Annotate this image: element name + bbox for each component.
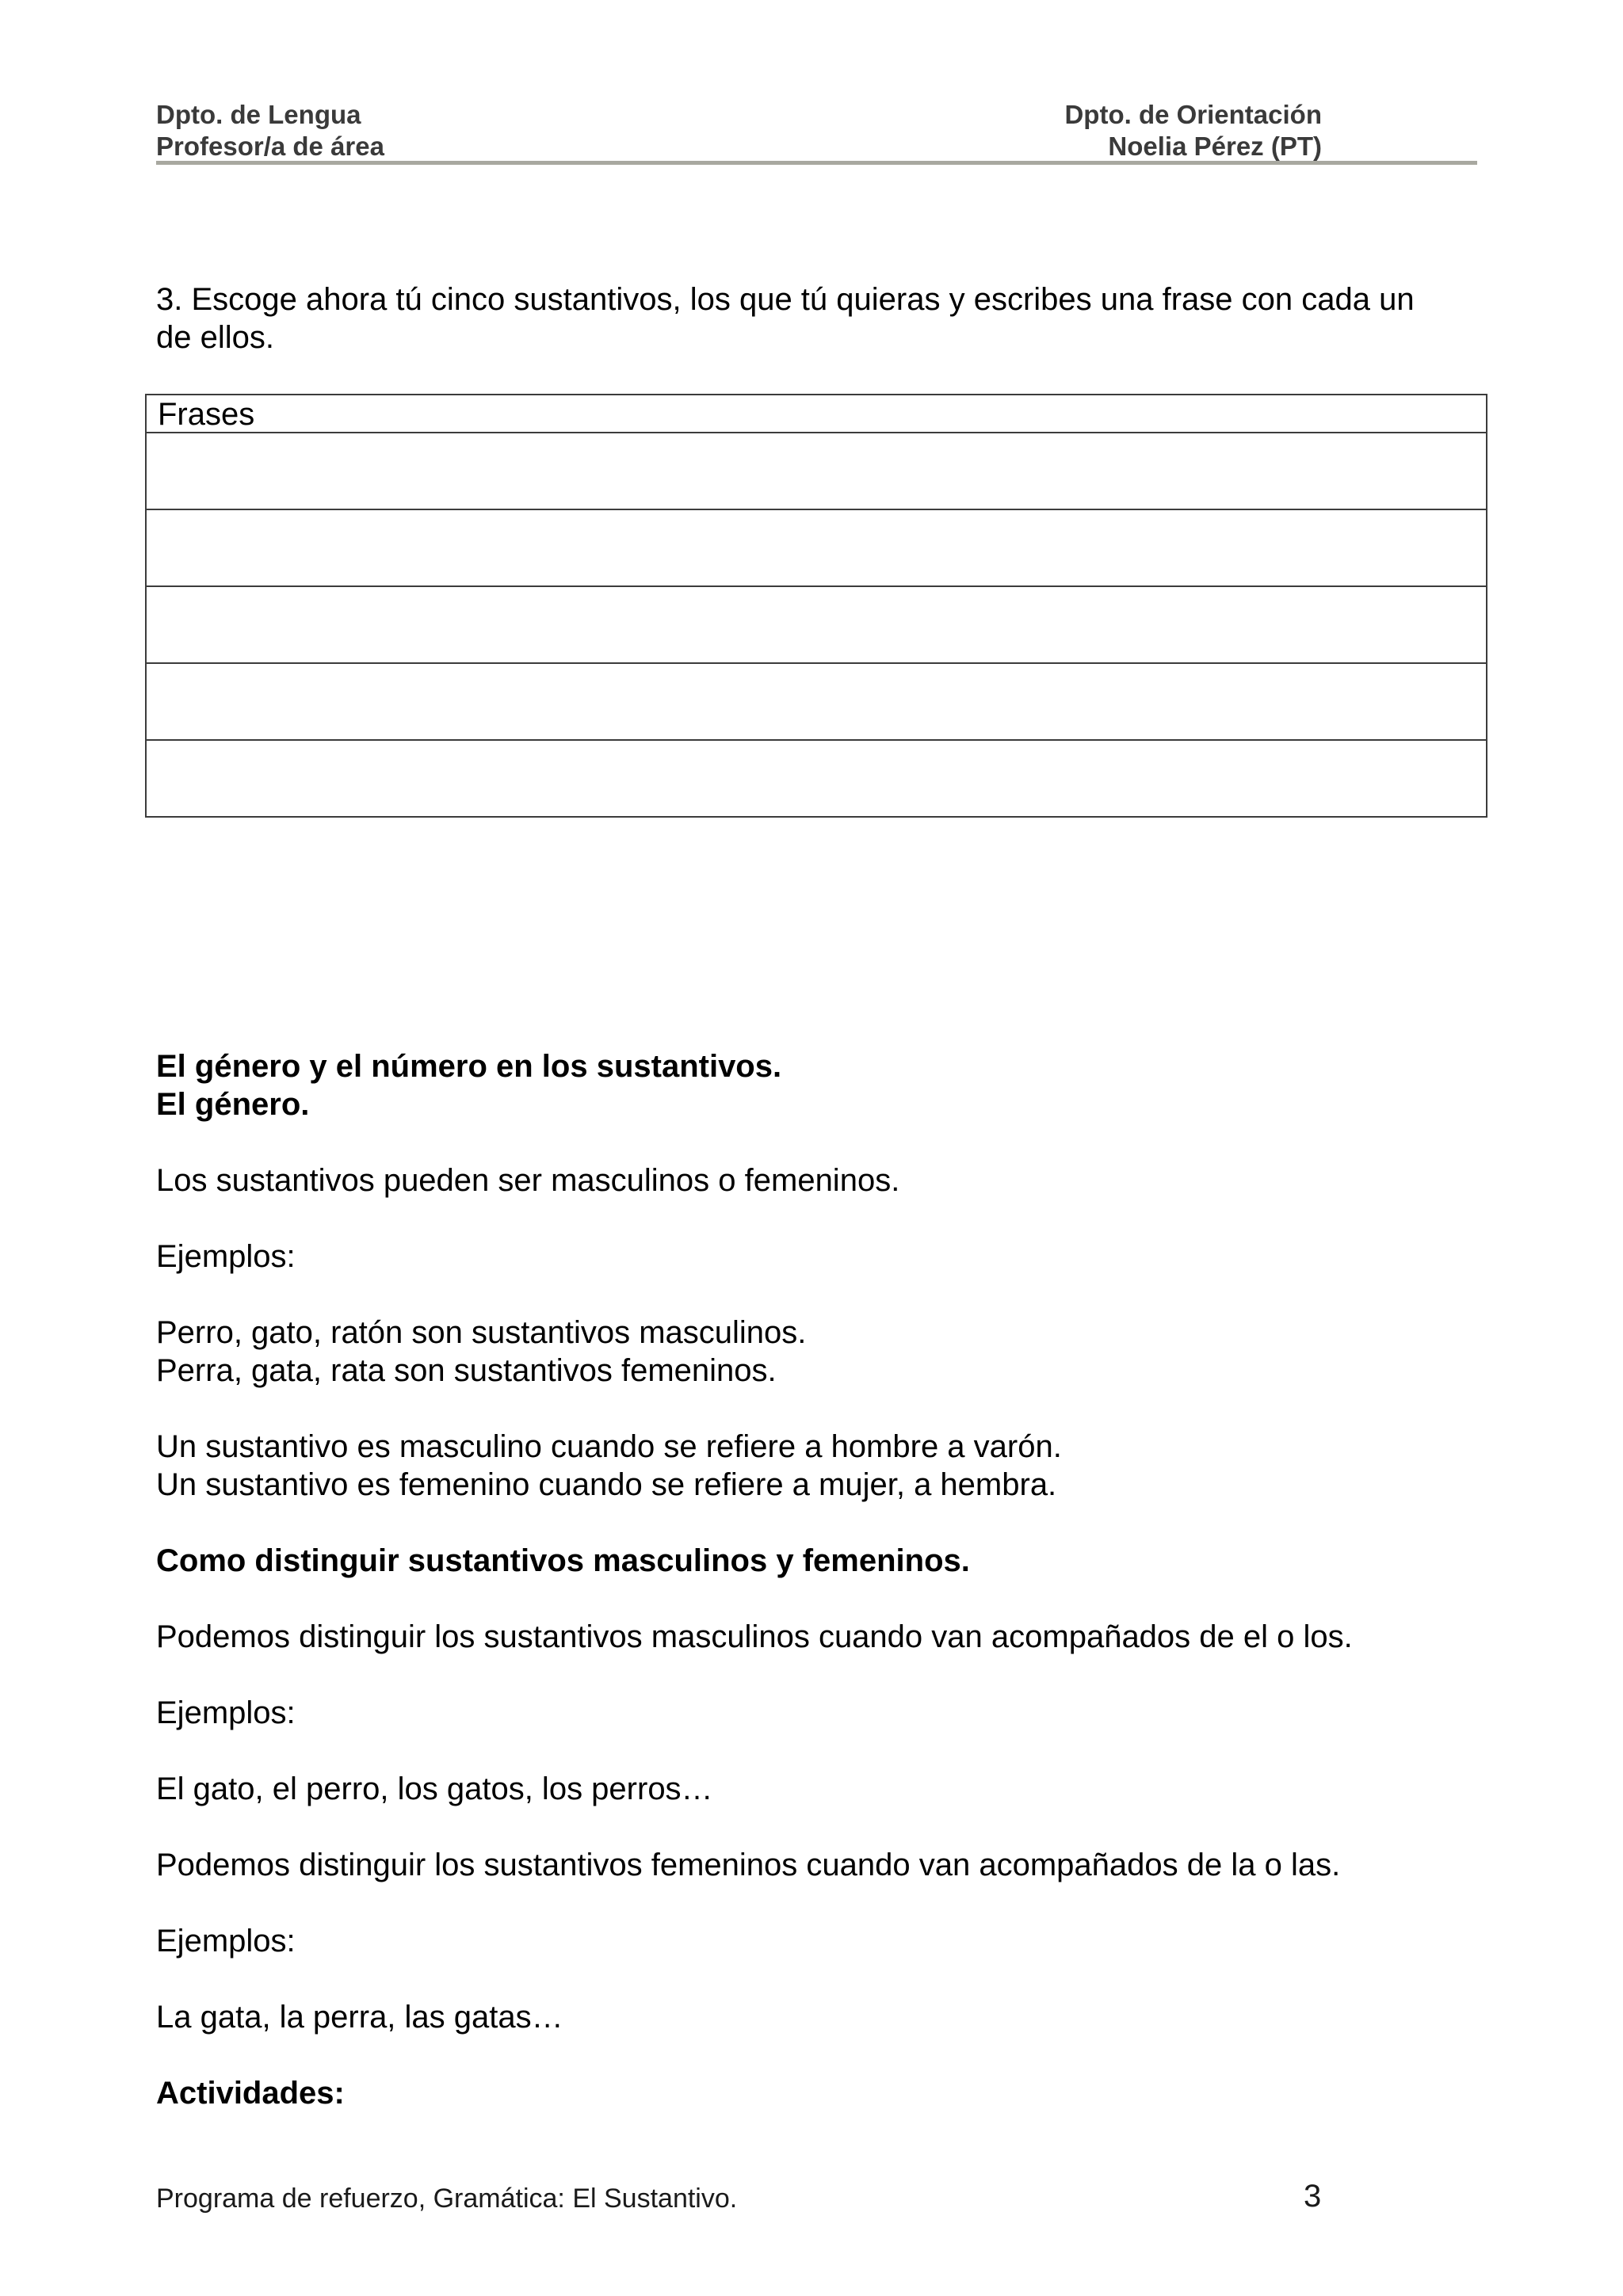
header-right [1064, 99, 1322, 162]
paragraph-intro: Los sustantivos pueden ser masculinos o femeninos. [156, 1163, 900, 1198]
table-row[interactable] [147, 741, 1486, 816]
examples-label: Ejemplos: [156, 1924, 296, 1958]
table-row[interactable] [147, 510, 1486, 587]
distinguish-heading: Como distinguir sustantivos masculinos y femeninos. [156, 1543, 970, 1578]
table-row[interactable] [147, 587, 1486, 664]
header-left [156, 99, 384, 162]
section-title: El género y el número en los sustantivos. [156, 1049, 782, 1084]
exercise3-line1: 3. Escoge ahora tú cinco sustantivos, los que tú quieras y escribes una frase con cada un [156, 282, 1415, 317]
footer-text: Programa de refuerzo, Gramática: El Sustantivo. [156, 2183, 738, 2214]
department-lengua: Dpto. de Lengua [156, 100, 361, 129]
examples-label: Ejemplos: [156, 1239, 296, 1274]
paragraph-feminine-articles: Podemos distinguir los sustantivos femeninos cuando van acompañados de la o las. [156, 1848, 1341, 1882]
definition-masculine: Un sustantivo es masculino cuando se refiere a hombre a varón. [156, 1429, 1062, 1464]
examples-label: Ejemplos: [156, 1695, 296, 1730]
paragraph-masculine-articles: Podemos distinguir los sustantivos masculinos cuando van acompañados de el o los. [156, 1619, 1353, 1654]
exercise3-line2: de ellos. [156, 320, 274, 355]
teacher-area: Profesor/a de área [156, 132, 384, 161]
page-number: 3 [1304, 2179, 1322, 2214]
activities-heading: Actividades: [156, 2076, 345, 2111]
definition-feminine: Un sustantivo es femenino cuando se refiere a mujer, a hembra. [156, 1467, 1057, 1502]
phrases-table [145, 394, 1487, 818]
example-feminine-articles: La gata, la perra, las gatas… [156, 2000, 563, 2035]
example-masculine: Perro, gato, ratón son sustantivos masculinos. [156, 1315, 807, 1350]
table-header: Frases [147, 395, 1486, 433]
department-orientacion: Dpto. de Orientación [1064, 100, 1322, 129]
header-rule [156, 161, 1477, 165]
example-masculine-articles: El gato, el perro, los gatos, los perros… [156, 1772, 713, 1806]
author-name: Noelia Pérez (PT) [1108, 132, 1322, 161]
table-row[interactable] [147, 433, 1486, 510]
table-row[interactable] [147, 664, 1486, 741]
section-subtitle-genero: El género. [156, 1087, 310, 1122]
example-feminine: Perra, gata, rata son sustantivos femeninos. [156, 1353, 777, 1388]
